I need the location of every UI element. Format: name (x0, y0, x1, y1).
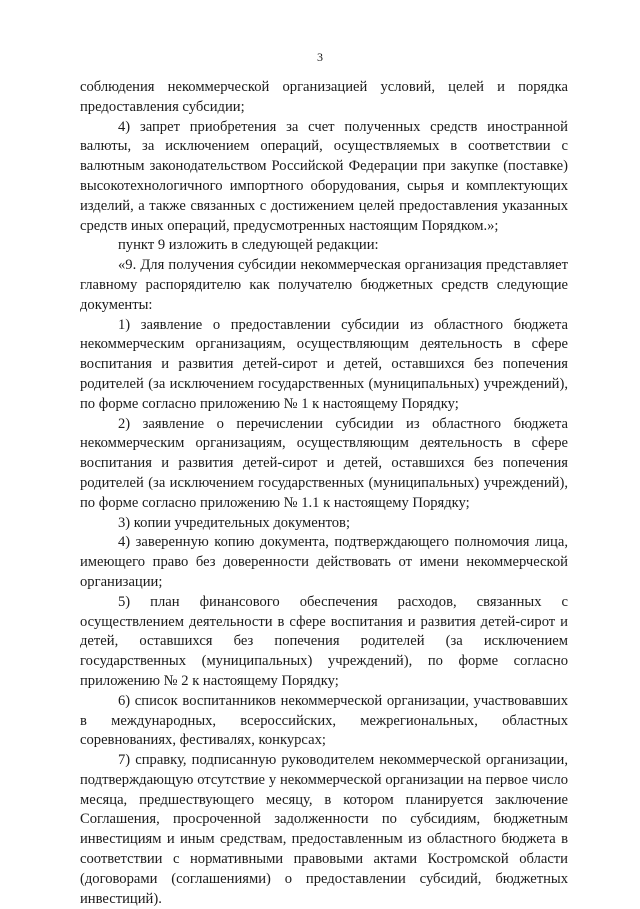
paragraph-item-3: 3) копии учредительных документов; (118, 514, 350, 531)
paragraph-point-9-intro: «9. Для получения субсидии некоммерческая организация представляет главному распорядителю как получателю бюджетных средств следующие документы: (80, 257, 568, 313)
paragraph-item-2: 2) заявление о перечислении субсидии из областного бюджета некоммерческим организациям, осуществляющим деятельность в сфере воспитания и развития детей-сирот и детей, оставшихся без попечения родителей (за исключением государственных (муниципальных) учреждений), по форме согласно приложению № 1.1 к настоящему Порядку; (80, 415, 568, 511)
paragraph-item-4: 4) заверенную копию документа, подтверждающего полномочия лица, имеющего право без доверенности действовать от имени некоммерческой организации; (80, 534, 568, 590)
paragraph-item-7: 7) справку, подписанную руководителем некоммерческой организации, подтверждающую отсутствие у некоммерческой организации на первое число месяца, предшествующего месяцу, в котором планируется заключение Соглашения, просроченной задолженности по субсидиям, бюджетным инвестициям и иным средствам, предоставленным из областного бюджета в соответствии с нормативными правовыми актами Костромской области (договорами (соглашениями) о предоставлении субсидий, бюджетных инвестиций). (80, 752, 568, 907)
document-body (80, 78, 568, 909)
paragraph-item-5: 5) план финансового обеспечения расходов, связанных с осуществлением деятельности в сфере воспитания и развития детей-сирот и детей, оставшихся без попечения родителей (за исключением государственных (муниципальных) учреждений), по форме согласно приложению № 2 к настоящему Порядку; (80, 593, 568, 689)
paragraph-amendment-point-9: пункт 9 изложить в следующей редакции: (118, 237, 379, 254)
paragraph-item-1: 1) заявление о предоставлении субсидии из областного бюджета некоммерческим организациям, осуществляющим деятельность в сфере воспитания и развития детей-сирот и детей, оставшихся без попечения родителей (за исключением государственных (муниципальных) учреждений), по форме согласно приложению № 1 к настоящему Порядку; (80, 316, 568, 412)
paragraph-continuation: соблюдения некоммерческой организацией условий, целей и порядка предоставления субсидии; (80, 79, 568, 115)
paragraph-item-6: 6) список воспитанников некоммерческой организации, участвовавших в международных, всероссийских, межрегиональных, областных соревнованиях, фестивалях, конкурсах; (80, 692, 568, 749)
paragraph-item-4-currency: 4) запрет приобретения за счет полученных средств иностранной валюты, за исключением операций, осуществляемых в соответствии с валютным законодательством Российской Федерации при закупке (поставке) высокотехнологичного импортного оборудования, сырья и комплектующих изделий, а также связанных с достижением целей предоставления указанных средств иных операций, предусмотренных настоящим Порядком.»; (80, 118, 568, 234)
page-number: 3 (317, 50, 323, 64)
